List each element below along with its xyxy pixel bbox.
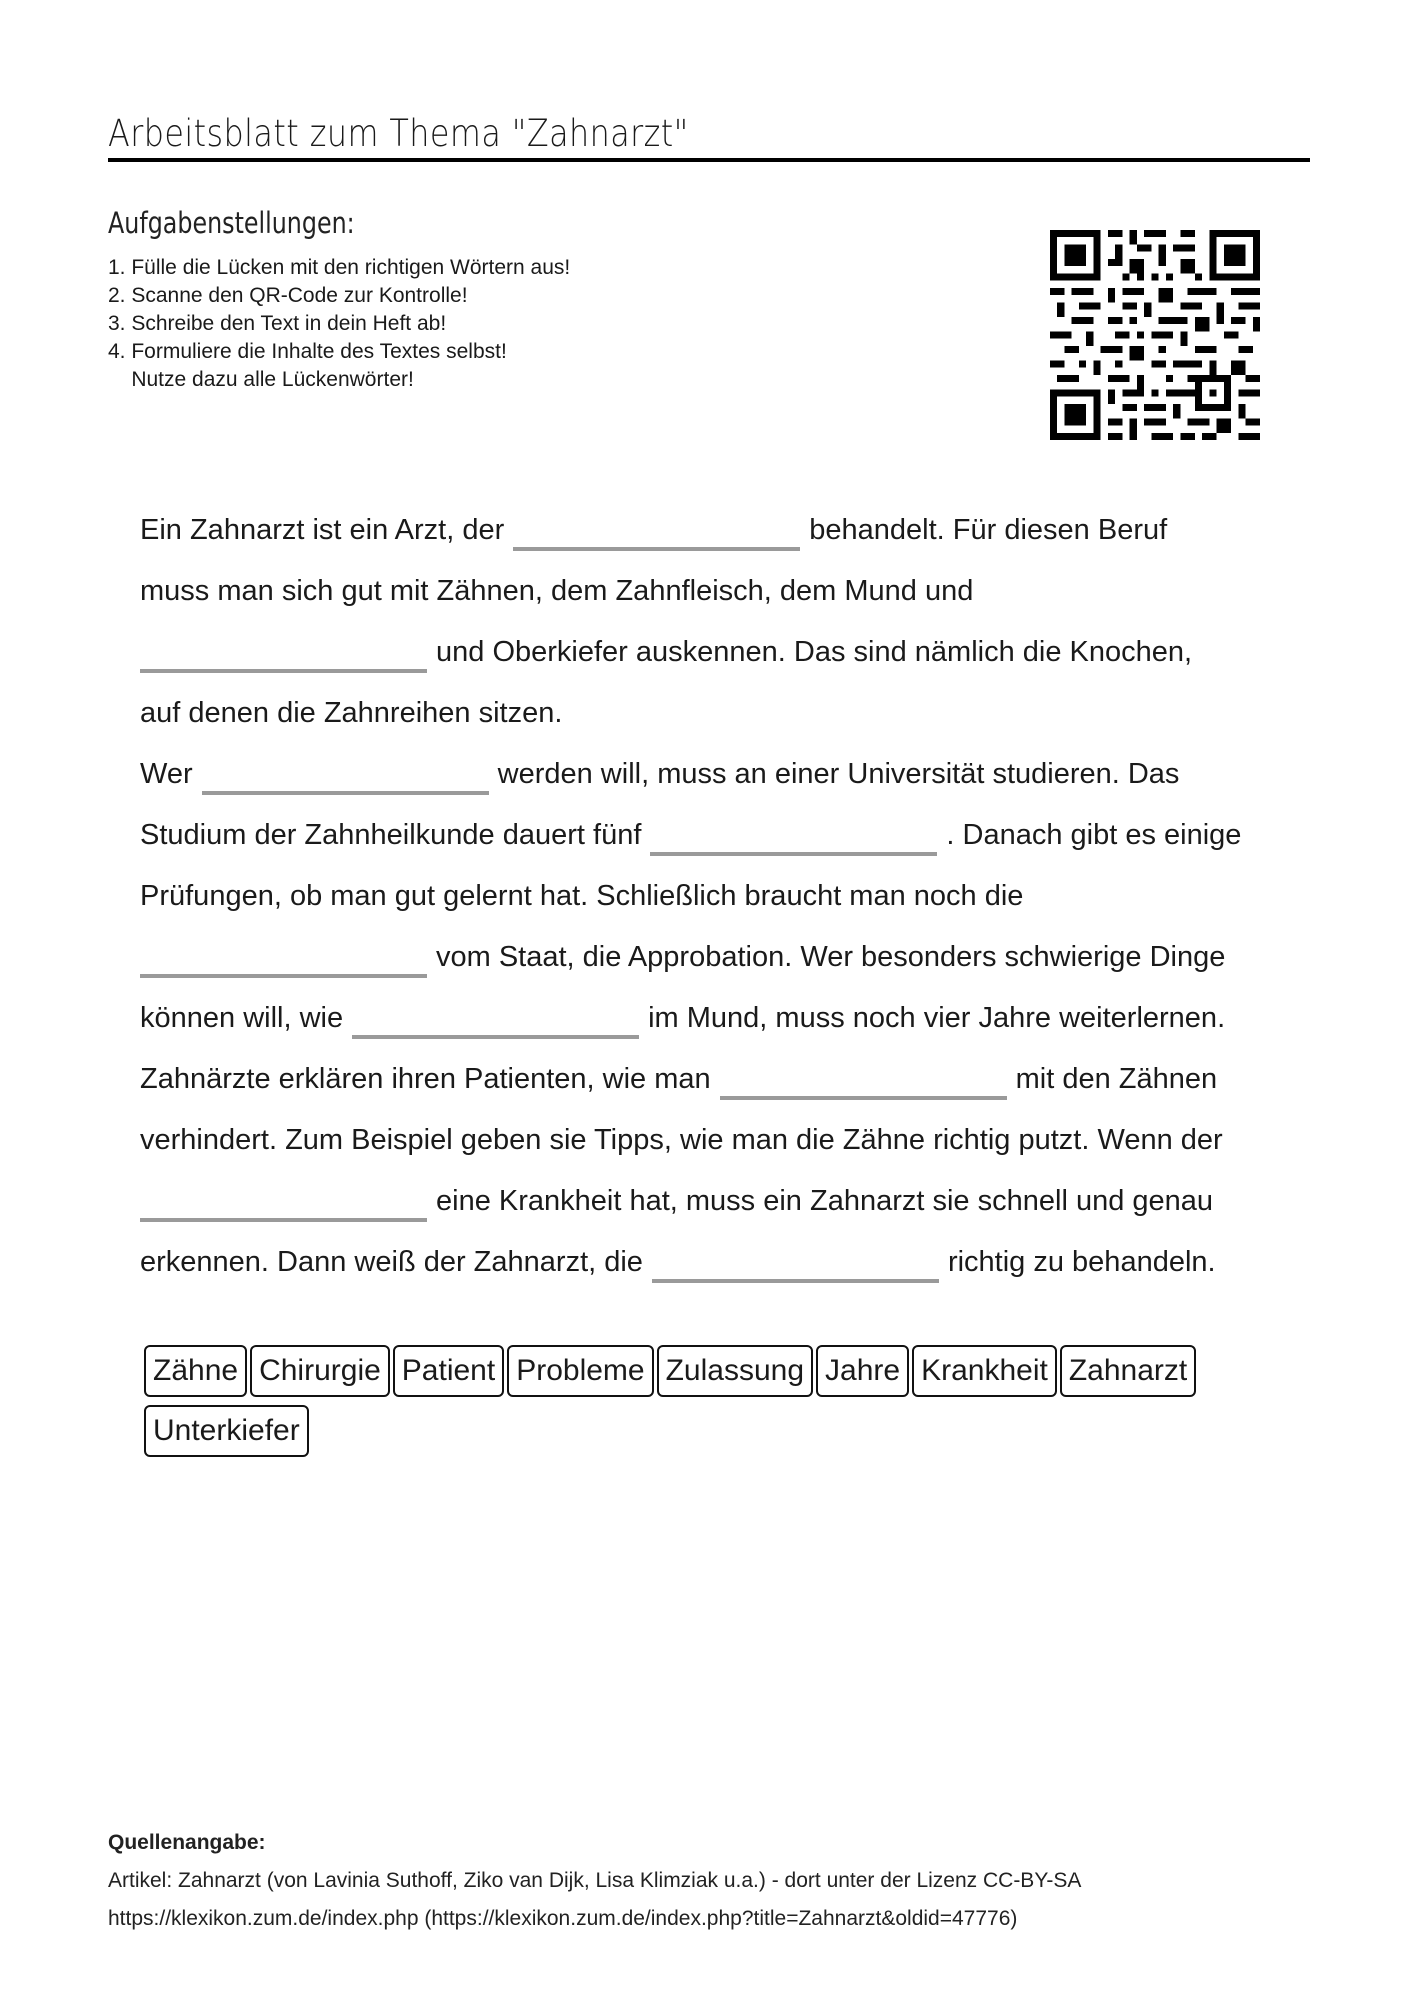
cloze-text xyxy=(140,500,1300,1293)
cloze-text-segment: vom Staat, die Approbation. Wer besonders schwierige Dinge xyxy=(436,941,1226,973)
task-item: 4. Formuliere die Inhalte des Textes selbst! xyxy=(108,340,507,363)
task-item: Nutze dazu alle Lückenwörter! xyxy=(108,368,414,391)
word-chip[interactable]: Zahnarzt xyxy=(1060,1345,1196,1397)
source-label: Quellenangabe: xyxy=(108,1831,266,1854)
source-block xyxy=(108,1824,1081,1938)
task-list xyxy=(108,254,570,394)
cloze-text-segment: Zahnärzte erklären ihren Patienten, wie man xyxy=(140,1063,711,1095)
qr-code-icon[interactable] xyxy=(1050,230,1260,440)
cloze-line xyxy=(140,1171,1300,1232)
cloze-line xyxy=(140,1232,1300,1293)
cloze-text-segment: . Danach gibt es einige xyxy=(946,819,1242,851)
task-item: 1. Fülle die Lücken mit den richtigen Wörtern aus! xyxy=(108,256,571,279)
gap-blank[interactable] xyxy=(352,1035,639,1039)
gap-blank[interactable] xyxy=(140,1218,427,1222)
cloze-text-segment: können will, wie xyxy=(140,1002,344,1034)
cloze-line xyxy=(140,866,1300,927)
tasks-heading: Aufgabenstellungen: xyxy=(108,206,355,240)
word-chip[interactable]: Zähne xyxy=(144,1345,247,1397)
cloze-text-segment: verhindert. Zum Beispiel geben sie Tipps, wie man die Zähne richtig putzt. Wenn der xyxy=(140,1124,1223,1156)
gap-blank[interactable] xyxy=(140,974,427,978)
cloze-text-segment: auf denen die Zahnreihen sitzen. xyxy=(140,697,563,729)
cloze-text-segment: mit den Zähnen xyxy=(1015,1063,1218,1095)
cloze-text-segment: im Mund, muss noch vier Jahre weiterlernen. xyxy=(648,1002,1226,1034)
cloze-text-segment: Studium der Zahnheilkunde dauert fünf xyxy=(140,819,642,851)
gap-blank[interactable] xyxy=(652,1279,939,1283)
cloze-text-segment: richtig zu behandeln. xyxy=(947,1246,1216,1278)
word-chip[interactable]: Probleme xyxy=(507,1345,653,1397)
source-url[interactable]: https://klexikon.zum.de/index.php (https://klexikon.zum.de/index.php?title=Zahnarzt&oldid=47776) xyxy=(108,1907,1018,1930)
gap-blank[interactable] xyxy=(140,669,427,673)
cloze-line xyxy=(140,744,1300,805)
word-chip[interactable]: Krankheit xyxy=(912,1345,1057,1397)
cloze-text-segment: werden will, muss an einer Universität studieren. Das xyxy=(497,758,1180,790)
cloze-text-segment: behandelt. Für diesen Beruf xyxy=(809,514,1168,546)
word-chip[interactable]: Unterkiefer xyxy=(144,1405,309,1457)
cloze-text-segment: eine Krankheit hat, muss ein Zahnarzt sie schnell und genau xyxy=(436,1185,1214,1217)
cloze-line xyxy=(140,1110,1300,1171)
title-divider xyxy=(108,158,1310,162)
word-bank xyxy=(144,1345,1244,1465)
word-chip[interactable]: Zulassung xyxy=(657,1345,813,1397)
gap-blank[interactable] xyxy=(513,547,800,551)
cloze-line xyxy=(140,622,1300,683)
cloze-line xyxy=(140,500,1300,561)
cloze-text-segment: Ein Zahnarzt ist ein Arzt, der xyxy=(140,514,505,546)
word-chip[interactable]: Jahre xyxy=(816,1345,909,1397)
cloze-text-segment: erkennen. Dann weiß der Zahnarzt, die xyxy=(140,1246,643,1278)
cloze-text-segment: Wer xyxy=(140,758,193,790)
cloze-line xyxy=(140,988,1300,1049)
word-chip[interactable]: Chirurgie xyxy=(250,1345,390,1397)
cloze-line xyxy=(140,683,1300,744)
cloze-text-segment: und Oberkiefer auskennen. Das sind nämlich die Knochen, xyxy=(436,636,1193,668)
cloze-line xyxy=(140,927,1300,988)
gap-blank[interactable] xyxy=(202,791,489,795)
gap-blank[interactable] xyxy=(720,1096,1007,1100)
word-chip[interactable]: Patient xyxy=(393,1345,504,1397)
cloze-line xyxy=(140,1049,1300,1110)
source-article: Artikel: Zahnarzt (von Lavinia Suthoff, Ziko van Dijk, Lisa Klimziak u.a.) - dort unter der Lizenz CC-BY-SA xyxy=(108,1869,1082,1892)
gap-blank[interactable] xyxy=(650,852,937,856)
task-item: 3. Schreibe den Text in dein Heft ab! xyxy=(108,312,447,335)
cloze-line xyxy=(140,561,1300,622)
cloze-text-segment: muss man sich gut mit Zähnen, dem Zahnfleisch, dem Mund und xyxy=(140,575,974,607)
worksheet-title: Arbeitsblatt zum Thema "Zahnarzt" xyxy=(108,112,689,155)
cloze-line xyxy=(140,805,1300,866)
cloze-text-segment: Prüfungen, ob man gut gelernt hat. Schließlich braucht man noch die xyxy=(140,880,1024,912)
task-item: 2. Scanne den QR-Code zur Kontrolle! xyxy=(108,284,468,307)
